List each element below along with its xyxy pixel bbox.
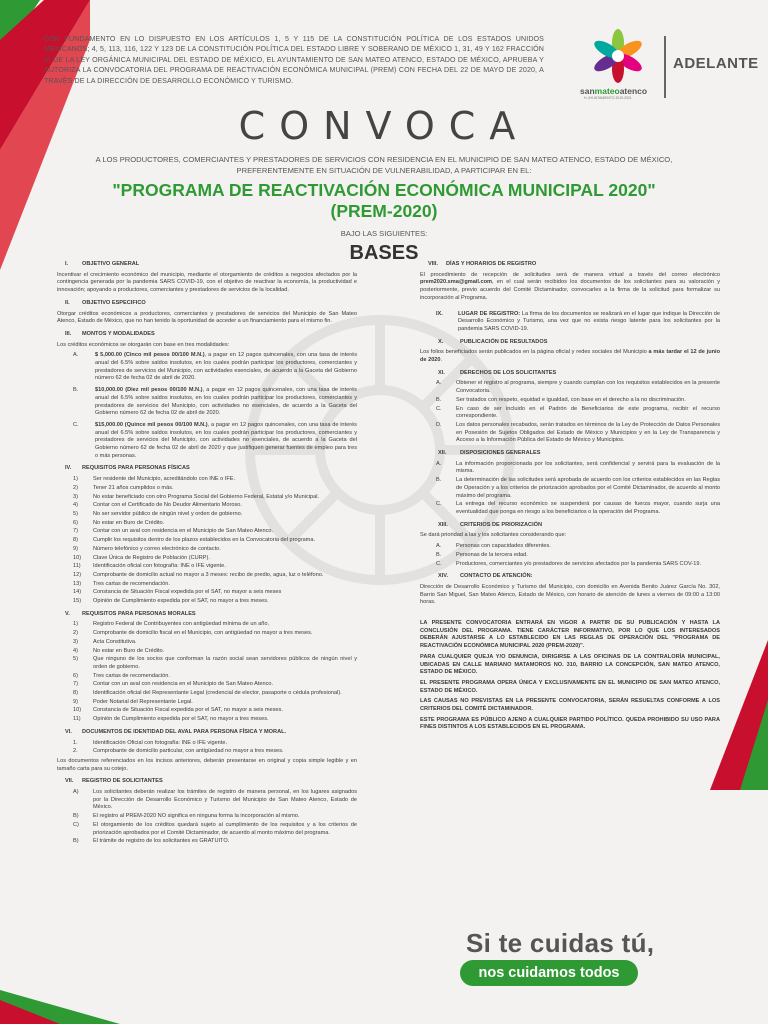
slogan-line-1: Si te cuidas tú, [466,928,655,958]
list-item-label: 1) [73,621,78,628]
list-item-label: B. [436,551,442,558]
list-item [57,822,357,837]
list-item-text: Opinión de Cumplimiento expedida por el SAT, no mayor a tres meses. [93,598,269,605]
list-item [57,528,357,536]
list-item-text: Opinión de Cumplimiento expedida por el SAT, no mayor a tres meses. [93,716,269,723]
list-item [420,552,720,560]
list-item-label: 2. [73,748,78,755]
list-item-label: 8) [73,690,78,697]
list-item-label: A. [436,543,442,550]
list-item [57,476,357,484]
note-paragraph: EL PRESENTE PROGRAMA OPERA ÚNICA Y EXCLUSIVAMENTE EN EL MUNICIPIO DE SAN MATEO ATENCO, ESTADO DE MÉXICO. [420,679,720,694]
list-item-text: Identificación oficial del Representante Legal (credencial de elector, pasaporte o cédula profesional). [93,690,342,697]
list-item-text: Tres cartas de recomendación. [93,672,170,679]
list-item-text: Contar con un aval con residencia en el Municipio de San Mateo Atenco. [93,681,274,688]
section-text: Los documentos referenciados en los incisos anteriores, deberán presentarse en original y copia simple legible y en tamaño carta para su cotejo. [57,757,357,772]
section-title: XIII. CRITERIOS DE PRIORIZACIÓN [438,521,543,528]
section-text: Los créditos económicos se otorgarán con base en tres modalidades: [57,341,230,348]
list-item-label: 12) [73,571,82,578]
section-title: XII. DISPOSICIONES GENERALES [438,450,541,457]
list-item [57,648,357,656]
legal-foundation-text: CON FUNDAMENTO EN LO DISPUESTO EN LOS ARTÍCULOS 1, 5 Y 115 DE LA CONSTITUCIÓN POLÍTICA DE LOS ESTADOS UNIDOS MEXICANOS; 4, 5, 113, 116, 122 Y 123 DE LA CONSTITUCIÓN POLÍTICA DEL ESTADO LIBRE Y SOBERANO DE MÉXICO 1, 31, 49 Y 162 FRACCIÓN VI DE LA LEY ORGÁNICA MUNICIPAL DEL ESTADO DE MÉXICO, EL AYUNTAMIENTO DE SAN MATEO ATENCO, ESTADO DE MÉXICO, APRUEBA Y AUTORIZA LA CONVOCATORIA DEL PROGRAMA DE REACTIVACIÓN ECONÓMICA MUNICIPAL (PREM) CON FECHA DEL 22 DE MAYO DE 2020, A TRAVÉS DE LA DIRECCIÓN DE DESARROLLO ECONÓMICO Y TURISMO. [44,35,544,85]
list-item-label: B. [436,396,442,403]
left-column [57,256,357,847]
section-title: I. OBJETIVO GENERAL [65,261,140,267]
list-item-label: A) [73,789,79,796]
section-text: Otorgar créditos económicos a productores, comerciantes y prestadores de servicios del Municipio de San Mateo Atenco, Estado de México, que no han tenido la oportunidad de acceder a un financiamiento para el mismo fin. [57,310,357,325]
section-title: III. MONTOS Y MODALIDADES [65,330,155,337]
section-title: V. REQUISITOS PARA PERSONAS MORALES [65,610,196,617]
list-item-label: 5) [73,510,78,517]
list-item [57,681,357,689]
priority-list [420,543,720,568]
section-title: VIII. DÍAS Y HORARIOS DE REGISTRO [428,261,537,267]
list-item-text: Personas de la tercera edad. [456,551,528,558]
program-title: "PROGRAMA DE REACTIVACIÓN ECONÓMICA MUNICIPAL 2020" (PREM-2020) [112,180,656,221]
list-item: A. $ 5,000.00 (Cinco mil pesos 00/100 M.N.), a pagar en 12 pagos quincenales, con una tasa de interés anual del 6.5% sobre saldos insolutos, en los cuales podrán participar los productores, comerciantes y prestadores de servicios del Municipio, con actividades esenciales, de acuerdo a la Gaceta del Gobierno número 62 de fecha 02 de abril de 2020. [73,352,357,382]
section-title: II. OBJETIVO ESPECIFICO [65,299,146,306]
list-item [420,477,720,500]
list-item-label: 10) [73,707,82,714]
section-title: XIV. CONTACTO DE ATENCIÓN: [438,573,533,580]
list-item-text: Contar con el Certificado de No Deudor Alimentario Moroso. [93,502,242,509]
list-item [420,406,720,421]
list-item-label: 6) [73,519,78,526]
list-item-text: Personas con capacidades diferentes. [456,543,551,550]
adelante-slogan: ADELANTE [673,55,759,72]
list-item-label: C. [436,501,442,508]
general-provisions-list [420,461,720,517]
list-item [57,838,357,846]
list-item [57,511,357,519]
note-paragraph: LA PRESENTE CONVOCATORIA ENTRARÁ EN VIGOR A PARTIR DE SU PUBLICACIÓN Y HASTA LA CONCLUSIÓN DEL PROGRAMA. TIENE CARÁCTER INFORMATIVO, POR LO QUE LOS INTERESADOS DEBERÁN AJUSTARSE A LO ESTABLECIDO EN LAS REGLAS DE OPERACIÓN DEL "PROGRAMA DE REACTIVACIÓN ECONÓMICA MUNICIPAL 2020 (PREM-2020)". [420,620,720,650]
email-link[interactable]: prem2020.sma@gmail.com [420,279,492,286]
list-item: B. $10,000.00 (Diez mil pesos 00/100 M.N.), a pagar en 12 pagos quincenales, con una tasa de interés anual del 6.5% sobre saldos insolutos, en los cuales podrán participar los productores, comerciantes y prestadores de servicios del Municipio, con actividades no esenciales, de acuerdo a la Gaceta del Gobierno número 62 de fecha 02 de abril de 2020. [73,387,357,417]
list-item-text: Número telefónico y correo electrónico de contacto. [93,545,221,552]
list-item-label: 6) [73,672,78,679]
section-title: VII. REGISTRO DE SOLICITANTES [65,778,163,785]
list-item-label: 1. [73,739,78,746]
list-item [420,543,720,551]
list-item-label: C. [436,405,442,412]
list-item-label: 4) [73,647,78,654]
list-item-label: 2) [73,630,78,637]
list-item-text: Registro Federal de Contribuyentes con antigüedad mínima de un año. [93,621,270,628]
list-item [57,537,357,545]
section-text: Dirección de Desarrollo Económico y Turismo del Municipio, con domicilio en Avenida Benito Juárez García No. 302, Barrio San Miguel, San Mateo Atenco, Estado de México, con horario de atención de lunes a viernes de 09:00 a 13:00 horas. [420,583,720,606]
section-title: X. PUBLICACIÓN DE RESULTADOS [438,338,548,345]
list-item [420,501,720,516]
list-item [57,630,357,638]
section-text: Se dará prioridad a las y los solicitantes considerando que: [420,532,567,539]
list-item-text: Los solicitantes deberán realizar los trámites de registro de manera personal, en los lugares asignados por la Dirección de Desarrollo Económico y Turismo del Municipio de San Mateo Atenco, Estado de México. [93,789,357,811]
list-item [420,422,720,445]
logo-subtitle: H. AYUNTAMIENTO 2019-2021 [584,96,632,100]
list-item [57,485,357,493]
bajo-label: BAJO LAS SIGUIENTES: [340,229,428,238]
list-item-label: B) [73,813,79,820]
list-item [420,561,720,569]
list-item-label: A. [436,380,442,387]
list-item-text: El registro al PREM-2020 NO significa en ninguna forma la incorporación al mismo. [93,813,300,820]
list-item [57,555,357,563]
list-item-text: En caso de ser incluido en el Padrón de Beneficiarios de este programa, recibir el recurso correspondiente. [456,405,720,420]
list-item [57,546,357,554]
section-title: IV. REQUISITOS PARA PERSONAS FÍSICAS [65,465,190,472]
list-item [420,397,720,405]
list-item-text: Tres cartas de recomendación. [93,580,170,587]
list-item: C. $15,000.00 (Quince mil pesos 00/100 M.N.), a pagar en 12 pagos quincenales, con una tasa de interés anual del 6.5% sobre saldos insolutos, en los cuales podrán participar los productores, comerciantes y prestadores de servicios del Municipio, con actividades no esenciales, de acuerdo a la Gaceta del Gobierno número 62 de fecha 02 de abril de 2020 y que justifiquen generar fuentes de empleo para tres o más personas. [73,421,357,459]
requirements-list [57,476,357,606]
list-item [57,673,357,681]
list-item-text: No ser servidor público de ningún nivel y orden de gobierno. [93,510,243,517]
list-item-text: Acta Constitutiva. [93,638,137,645]
list-item-text: Obtener el registro al programa, siempre y cuando cumplan con los requisitos establecidos en la presente Convocatoria. [456,380,720,395]
list-item-label: C. [436,560,442,567]
list-item-label: 8) [73,537,78,544]
logo-separator [664,36,666,98]
section-title: XI. DERECHOS DE LOS SOLICITANTES [438,369,557,376]
list-item [57,740,357,748]
list-item-text: No estar en Buro de Crédito. [93,647,165,654]
list-item-label: 13) [73,580,82,587]
list-item-label: B) [73,838,79,845]
list-item-label: 11) [73,716,81,723]
section-text: Los folios beneficiados serán publicados en la página oficial y redes sociales del Municipio a más tardar el 12 de junio de 2020. [420,349,721,364]
list-item-text: Constancia de Situación Fiscal expedida por el SAT, no mayor a seis meses [93,589,282,596]
list-item-label: 7) [73,528,78,535]
list-item-label: 14) [73,589,82,596]
list-item-text: Que ninguno de los socios que conforman la razón social sean servidores públicos de ningún nivel y orden de gobierno. [93,656,357,670]
list-item-label: 5) [73,656,78,663]
list-item-text: La determinación de las solicitudes será aprobada de acuerdo con los criterios establecidos en las Reglas de Operación y a los criterios de priorización aprobados por el Comité Dictaminador, de acuerdo al monto máximo del programa. [456,477,720,499]
list-item-text: El trámite de registro de los solicitantes es GRATUITO. [93,838,230,845]
main-heading: CONVOCA [238,104,530,148]
list-item [57,621,357,629]
list-item-text: El otorgamiento de los créditos quedará sujeto al cumplimiento de los requisitos y a los criterios de priorización aprobados por el Comité Dictaminador, de acuerdo al monto máximo del programa. [93,821,357,836]
list-item-text: Ser tratados con respeto, equidad e igualdad, con base en el derecho a la no discriminación. [456,396,686,403]
list-item [420,461,720,476]
list-item-text: Tener 21 años cumplidos o más. [93,484,174,491]
section-text: El procedimiento de recepción de solicitudes será de manera virtual a través del correo electrónico prem2020.sma@gmail.com, en el cual serán recibidos los documentos de los solicitantes para su valoración y posteriormente, previo acuerdo del Comité Dictaminador, convocarles a la firma de la solicitud para formalizar su incorporación al Programa. [420,271,720,301]
list-item-label: D. [436,421,442,428]
list-item-text: Comprobante de domicilio actual no mayor a 3 meses: recibo de predio, agua, luz o teléfono. [93,571,324,578]
list-item-text: La información proporcionada por los solicitantes, será confidencial y servirá para la evaluación de la misma. [456,460,720,475]
list-item [57,572,357,580]
bottom-left-decoration [0,990,120,1024]
list-item [57,639,357,647]
list-item [57,563,357,571]
requirements-list [57,789,357,846]
list-item-label: 10) [73,554,82,561]
list-item-text: No estar en Buro de Crédito. [93,519,165,526]
list-item-text: Comprobante de domicilio fiscal en el Municipio, con antigüedad no mayor a tres meses. [93,630,313,637]
list-item-label: 9) [73,545,78,552]
list-item-text: Comprobante de domicilio particular, con antigüedad no mayor a tres meses. [93,748,284,755]
list-item-label: 4) [73,502,78,509]
section-text: Incentivar el crecimiento económico del municipio, mediante el otorgamiento de créditos a negocios afectados por la contingencia generada por la pandemia SARS COVID-19, con el objetivo de reactivar la economía, la productividad e innovación; apoyando a productores, comerciantes y prestadores de servicios de la localidad. [57,271,357,294]
list-item-text: Los datos personales recabados, serán tratados en términos de la Ley de Protección de Datos Personales en Posesión de Sujetos Obligados del Estado de México y Municipios y en la Ley de Transparencia y Acceso a la Información Pública del Estado de México y Municipios. [456,421,720,444]
list-item-label: 2) [73,484,78,491]
list-item-text: No estar beneficiado con otro Programa Social del Gobierno Federal, Estatal y/o Municipal. [93,493,320,500]
list-item-label: 3) [73,493,78,500]
rights-list [420,380,720,445]
list-item [57,581,357,589]
list-item [57,690,357,698]
list-item-text: Cumplir los requisitos dentro de los plazos establecidos en la Convocatoria del programa. [93,537,316,544]
list-item [57,716,357,724]
list-item [57,589,357,597]
right-column [420,256,720,735]
list-item [57,502,357,510]
flower-logo-icon [590,28,646,84]
municipality-logo [580,28,759,104]
requirements-list [57,621,357,723]
slogan-line-2: nos cuidamos todos [460,960,638,986]
list-item [420,380,720,395]
list-item [57,656,357,671]
section-title: VI. DOCUMENTOS DE IDENTIDAD DEL AVAL PARA PERSONA FÍSICA Y MORAL. [65,728,287,735]
list-item-text: Identificación Oficial con fotografía: INE o IFE vigente. [93,739,228,746]
campaign-slogan [466,928,655,981]
list-item-label: 15) [73,598,82,605]
list-item-text: Productores, comerciantes y/o prestadores de servicios afectados por la pandemia SARS COV-19. [456,560,702,567]
list-item-label: 11) [73,563,81,570]
list-item-label: 1) [73,476,78,483]
list-item-label: C) [73,821,79,828]
list-item [57,699,357,707]
note-paragraph: LAS CAUSAS NO PREVISTAS EN LA PRESENTE CONVOCATORIA, SERÁN RESUELTAS CONFORME A LOS CRITERIOS DEL COMITÉ DICTAMINADOR. [420,698,720,713]
list-item-text: Clave Única de Registro de Población (CURP). [93,554,210,561]
note-paragraph: ESTE PROGRAMA ES PÚBLICO AJENO A CUALQUIER PARTIDO POLÍTICO. QUEDA PROHIBIDO SU USO PARA FINES DISTINTOS A LOS ESTABLECIDOS EN EL PROGRAMA. [420,716,720,731]
list-item-text: Contar con un aval con residencia en el Municipio de San Mateo Atenco. [93,528,274,535]
bases-heading: BASES [349,242,419,264]
list-item-text: Constancia de Situación Fiscal expedida por el SAT, no mayor a seis meses. [93,707,283,714]
list-item-label: 7) [73,681,78,688]
list-item [57,494,357,502]
list-item-label: A. [436,460,442,467]
section-inline: IX. LUGAR DE REGISTRO: La firma de los documentos se realizará en el lugar que indique la Dirección de Desarrollo Económico y Turismo, una vez que no exista riesgo latente para los solicitantes por la pandemia SARS COVID-19. [436,310,721,332]
list-item [57,813,357,821]
list-item [57,520,357,528]
list-item-label: 3) [73,638,78,645]
logo-wordmark: sanmateoatenco [580,86,648,96]
audience-text: A LOS PRODUCTORES, COMERCIANTES Y PRESTADORES DE SERVICIOS CON RESIDENCIA EN EL MUNICIPIO DE SAN MATEO ATENCO, ESTADO DE MÉXICO, PREFERENTEMENTE EN SITUACIÓN DE VULNERABILIDAD, A PARTICIPAR EN EL: [95,155,673,175]
list-item-label: 9) [73,698,78,705]
list-item [57,789,357,812]
list-item-text: Identificación oficial con fotografía: INE o IFE vigente. [93,563,226,570]
list-item-text: Ser residente del Municipio, acreditándolo con INE o IFE. [93,476,236,483]
list-item-label: B. [436,477,442,484]
note-paragraph: PARA CUALQUIER QUEJA Y/O DENUNCIA, DIRIGIRSE A LAS OFICINAS DE LA CONTRALORÍA MUNICIPAL, UBICADAS EN CALLE MARIANO MATAMOROS NO. 310, BARRIO LA CONCEPCIÓN, SAN MATEO ATENCO, ESTADO DE MÉXICO. [420,653,720,676]
requirements-list [57,740,357,756]
list-item [57,748,357,756]
list-item [57,598,357,606]
list-item-text: Poder Notarial del Representante Legal. [93,698,193,705]
list-item-text: La entrega del recurso económico se suspenderá por causas de fuerza mayor, cuando surja una eventualidad que ponga en riesgo a los beneficiarios o la operación del Programa. [456,501,720,515]
list-item [57,707,357,715]
